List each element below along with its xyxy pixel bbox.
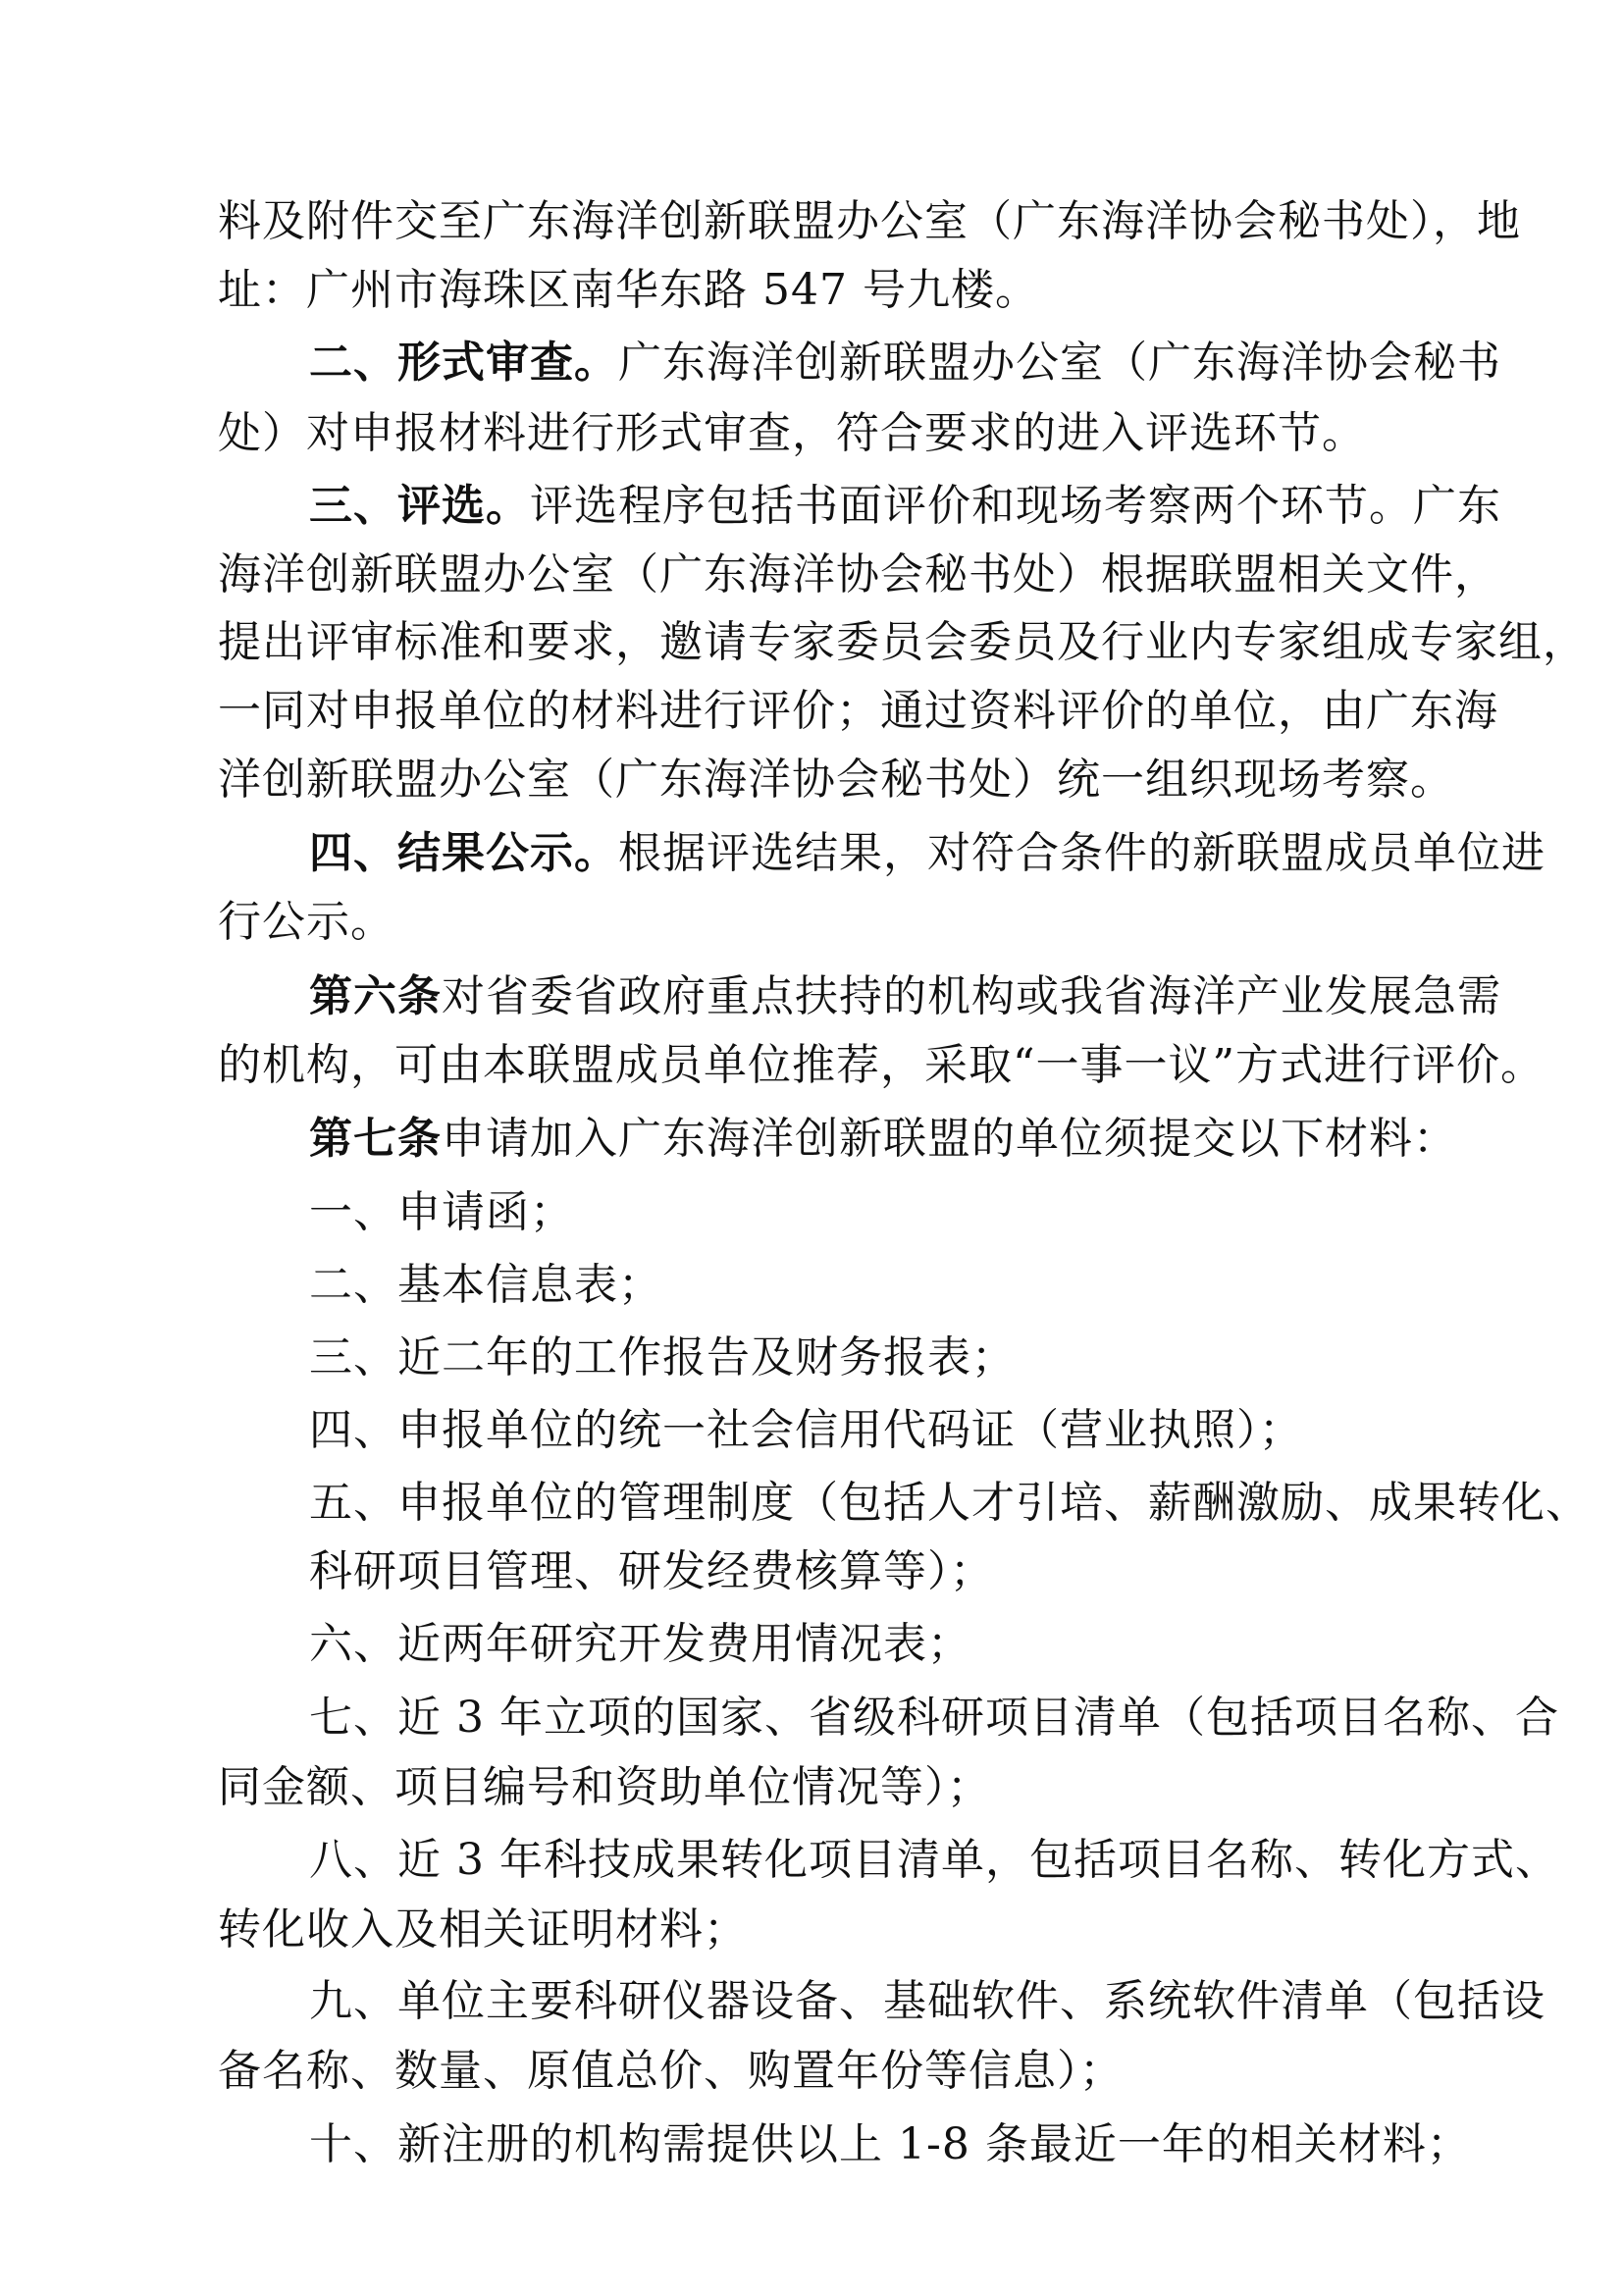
- line-text: 洋创新联盟办公室（广东海洋协会秘书处）统一组织现场考察。: [218, 755, 1454, 805]
- line-text: 四、申报单位的统一社会信用代码证（营业执照）；: [309, 1405, 1303, 1455]
- text-line: [218, 2042, 1493, 2101]
- list-item: [309, 2115, 1585, 2174]
- article-heading: 第六条: [309, 971, 442, 1021]
- text-line: [218, 682, 1498, 741]
- line-text: 对省委省政府重点扶持的机构或我省海洋产业发展急需: [442, 971, 1501, 1021]
- text-line: [309, 334, 1585, 392]
- list-item: [309, 1329, 1585, 1387]
- line-text: 五、申报单位的管理制度（包括人才引培、薪酬激励、成果转化、: [309, 1478, 1590, 1528]
- line-text: 六、近两年研究开发费用情况表；: [309, 1619, 971, 1669]
- text-line: [218, 1901, 1493, 1959]
- list-item: [309, 1256, 1585, 1315]
- list-item: [309, 1183, 1585, 1242]
- list-item: [309, 1615, 1585, 1674]
- line-text: 七、近 3 年立项的国家、省级科研项目清单（包括项目名称、合: [309, 1693, 1559, 1743]
- line-text: 一、申请函；: [309, 1187, 574, 1237]
- text-line: [309, 824, 1585, 883]
- text-line: [218, 261, 1493, 320]
- line-text: 九、单位主要科研仪器设备、基础软件、系统软件清单（包括设: [309, 1976, 1545, 2026]
- list-item: [309, 1831, 1585, 1890]
- line-text: 提出评审标准和要求，邀请专家委员会委员及行业内专家组成专家组，: [218, 617, 1587, 667]
- line-text: 料及附件交至广东海洋创新联盟办公室（广东海洋协会秘书处），地: [218, 196, 1521, 246]
- section-heading: 四、结果公示。: [309, 828, 618, 878]
- line-text: 海洋创新联盟办公室（广东海洋协会秘书处）根据联盟相关文件，: [218, 549, 1498, 600]
- text-line: [218, 192, 1521, 251]
- text-line: [218, 1758, 1493, 1817]
- line-text: 科研项目管理、研发经费核算等）；: [309, 1546, 994, 1596]
- text-line: [309, 967, 1585, 1026]
- line-text: 址：广州市海珠区南华东路 547 号九楼。: [218, 265, 1039, 315]
- line-text: 转化收入及相关证明材料；: [218, 1904, 748, 1955]
- line-text: 的机构，可由本联盟成员单位推荐，采取“一事一议”方式进行评价。: [218, 1040, 1545, 1090]
- line-text: 处）对申报材料进行形式审查，符合要求的进入评选环节。: [218, 408, 1366, 458]
- text-line: [218, 893, 1493, 952]
- line-text: 三、近二年的工作报告及财务报表；: [309, 1332, 1016, 1382]
- line-text: 备名称、数量、原值总价、购置年份等信息）；: [218, 2046, 1124, 2096]
- text-line: [218, 1036, 1545, 1095]
- line-text: 评选程序包括书面评价和现场考察两个环节。广东: [530, 481, 1501, 531]
- text-line: [309, 1110, 1585, 1169]
- text-line: [309, 477, 1585, 536]
- line-text: 一同对申报单位的材料进行评价；通过资料评价的单位，由广东海: [218, 686, 1498, 736]
- line-text: 十、新注册的机构需提供以上 1-8 条最近一年的相关材料；: [309, 2119, 1471, 2169]
- line-text: 八、近 3 年科技成果转化项目清单，包括项目名称、转化方式、: [309, 1835, 1559, 1885]
- list-item: [309, 1689, 1585, 1747]
- text-line: [218, 404, 1493, 463]
- line-text: 同金额、项目编号和资助单位情况等）；: [218, 1762, 991, 1812]
- list-item-continued: [309, 1542, 1585, 1601]
- line-text: 广东海洋创新联盟办公室（广东海洋协会秘书: [618, 338, 1501, 388]
- article-heading: 第七条: [309, 1114, 442, 1164]
- section-heading: 二、形式审查。: [309, 338, 618, 388]
- line-text: 二、基本信息表；: [309, 1260, 662, 1310]
- list-item: [309, 1972, 1585, 2031]
- text-line: [218, 546, 1498, 604]
- line-text: 根据评选结果，对符合条件的新联盟成员单位进: [618, 828, 1545, 878]
- list-item: [309, 1401, 1585, 1460]
- section-heading: 三、评选。: [309, 481, 530, 531]
- line-text: 行公示。: [218, 897, 394, 947]
- line-text: 申请加入广东海洋创新联盟的单位须提交以下材料：: [442, 1114, 1457, 1164]
- text-line: [218, 613, 1587, 672]
- list-item: [309, 1474, 1590, 1533]
- text-line: [218, 751, 1493, 809]
